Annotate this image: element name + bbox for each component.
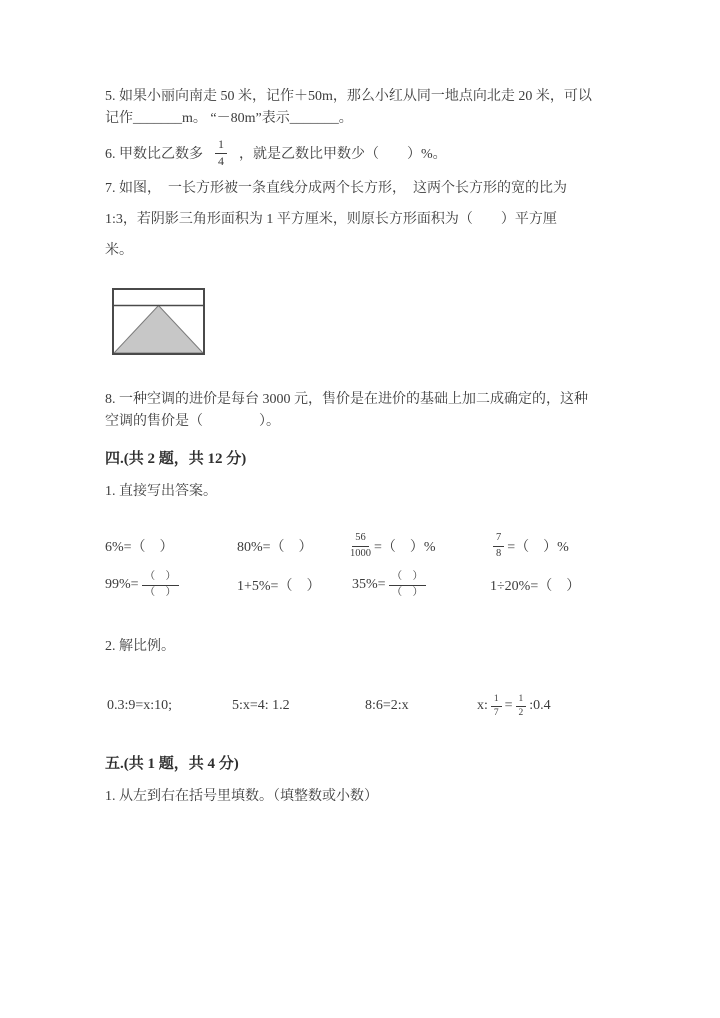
section-4-q2-label: 2. 解比例。 (105, 639, 175, 654)
fraction-one-seventh: $\frac{1}{7}$ (491, 694, 502, 719)
calc-item-fraction-7-8: $\frac{7}{8}$ =（ ）% (493, 528, 569, 564)
shaded-triangle (114, 306, 203, 354)
calc-item: 80%=（ ） (237, 540, 313, 555)
question-8-line-1: 8. 一种空调的进价是每台 3000 元，售价是在进价的基础上加二成确定的，这种 (105, 392, 588, 407)
proportion-item: 5:x=4: 1.2 (232, 698, 290, 713)
calc-item: 1+5%=（ ） (237, 579, 321, 594)
fraction-one-half: $\frac{1}{2}$ (516, 694, 527, 719)
calc-item: 6%=（ ） (105, 540, 174, 555)
section-4-heading: 四.(共 2 题，共 12 分) (105, 451, 247, 467)
question-5-line-1: 5. 如果小丽向南走 50 米，记作＋50m，那么小红从同一地点向北走 20 米，可以 (105, 89, 592, 104)
calc-row-2 (0, 565, 720, 605)
calc-item: 1÷20%=（ ） (490, 579, 581, 594)
section-5-heading: 五.(共 1 题，共 4 分) (105, 756, 239, 772)
proportion-row (0, 690, 720, 722)
section-5-q1-label: 1. 从左到右在括号里填数。（填整数或小数） (105, 789, 378, 804)
calc-item-fraction-56-1000: $\frac{56}{1000}$ =（ ）% (350, 532, 436, 559)
fraction-blank: $\frac{( )}{( )}$ (142, 571, 180, 598)
question-7-line-3: 米。 (105, 243, 133, 258)
proportion-item-with-fractions: x: $\frac{1}{7}$ = $\frac{1}{2}$ :0.4 (477, 693, 551, 718)
proportion-item: 0.3:9=x:10; (107, 698, 173, 713)
question-7-line-2: 1:3，若阴影三角形面积为 1 平方厘米，则原长方形面积为（ ）平方厘 (105, 212, 557, 227)
fraction: $\frac{56}{1000}$ (350, 532, 371, 559)
question-7-line-1: 7. 如图， 一长方形被一条直线分成两个长方形， 这两个长方形的宽的比为 (105, 181, 567, 196)
calc-row-1 (0, 528, 720, 564)
proportion-item: 8:6=2:x (365, 698, 409, 713)
question-6-suffix: ，就是乙数比甲数少（ ）%。 (239, 147, 447, 162)
calc-item-99-percent: 99%= $\frac{( )}{( )}$ (105, 565, 179, 605)
fraction: $\frac{7}{8}$ (493, 532, 504, 559)
calc-item-35-percent: 35%= $\frac{( )}{( )}$ (352, 565, 426, 605)
question-8-line-2: 空调的售价是（ ）。 (105, 414, 280, 429)
question-6-prefix: 6. 甲数比乙数多 (105, 147, 203, 162)
question-6 (105, 136, 447, 170)
question-5-line-2: 记作_______m。 “－80m”表示_______。 (105, 111, 353, 126)
fraction-one-quarter: $\frac{1}{4}$ (215, 138, 227, 169)
fraction-blank: $\frac{( )}{( )}$ (389, 571, 427, 598)
rectangle-triangle-figure (112, 288, 205, 355)
section-4-q1-label: 1. 直接写出答案。 (105, 484, 217, 499)
